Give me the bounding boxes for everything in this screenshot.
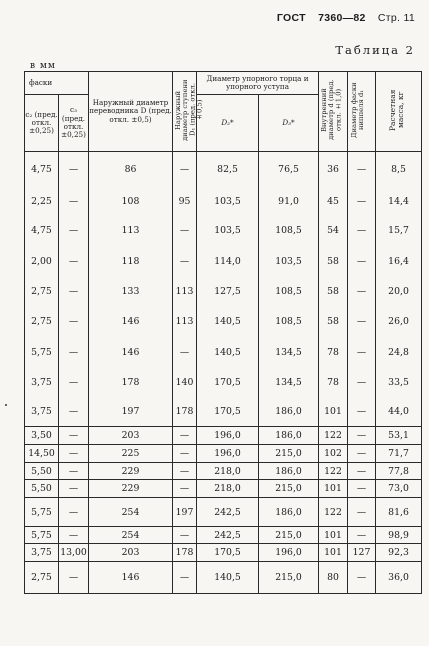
cell-d2: 196,0 (197, 427, 259, 445)
cell-d1: — (348, 277, 376, 307)
cell-d2: 82,5 (197, 152, 259, 187)
cell-d1: — (348, 427, 376, 445)
cell-c3: — (59, 187, 89, 216)
cell-d1: — (173, 527, 197, 544)
cell-d1: — (173, 463, 197, 480)
cell-d2: 242,5 (197, 527, 259, 544)
cell-c3: — (59, 152, 89, 187)
cell-d: 146 (89, 562, 173, 594)
cell-c3: — (59, 398, 89, 427)
cell-c2: 4,75 (25, 152, 59, 187)
cell-c3: — (59, 277, 89, 307)
cell-d2: 140,5 (197, 307, 259, 337)
cell-d1: 197 (173, 498, 197, 527)
table-row (25, 307, 422, 337)
cell-d: 101 (319, 398, 348, 427)
cell-d1: — (173, 562, 197, 594)
cell-d3: 196,0 (259, 544, 319, 562)
cell-d1: — (348, 307, 376, 337)
cell-d1: — (348, 480, 376, 498)
cell-m: 36,0 (376, 562, 422, 594)
margin-dot (5, 404, 7, 406)
cell-m: 24,8 (376, 337, 422, 368)
cell-d: 101 (319, 544, 348, 562)
table-row (25, 544, 422, 562)
cell-m: 33,5 (376, 368, 422, 398)
cell-d: 113 (89, 216, 173, 246)
cell-c2: 4,75 (25, 216, 59, 246)
standard-label: ГОСТ (276, 12, 306, 24)
cell-d2: 103,5 (197, 187, 259, 216)
cell-m: 71,7 (376, 445, 422, 463)
cell-d1: — (173, 445, 197, 463)
cell-c2: 5,75 (25, 337, 59, 368)
cell-d1: 113 (173, 277, 197, 307)
cell-d: 146 (89, 307, 173, 337)
col-header-nipple-chamfer-text: Диаметр фаски ниппеля d₁ (349, 82, 365, 139)
cell-c2: 5,75 (25, 498, 59, 527)
cell-m: 8,5 (376, 152, 422, 187)
cell-d2: 196,0 (197, 445, 259, 463)
table-row (25, 187, 422, 216)
cell-d: 122 (319, 427, 348, 445)
cell-d1: 95 (173, 187, 197, 216)
cell-d2: 140,5 (197, 562, 259, 594)
cell-d1: — (173, 480, 197, 498)
cell-d2: 170,5 (197, 368, 259, 398)
cell-d1: — (348, 398, 376, 427)
table-row (25, 216, 422, 246)
cell-d: 254 (89, 498, 173, 527)
cell-d1: — (173, 216, 197, 246)
cell-m: 15,7 (376, 216, 422, 246)
cell-c3: — (59, 527, 89, 544)
cell-c3: — (59, 498, 89, 527)
col-header-step-diameter (173, 72, 203, 152)
col-header-fask: фаски (25, 72, 89, 95)
table-title: Таблица 2 (335, 43, 415, 57)
cell-m: 92,3 (376, 544, 422, 562)
cell-d: 54 (319, 216, 348, 246)
cell-m: 14,4 (376, 187, 422, 216)
cell-d1: 140 (173, 368, 197, 398)
cell-c2: 3,50 (25, 427, 59, 445)
cell-c2: 3,75 (25, 544, 59, 562)
cell-d2: 140,5 (197, 337, 259, 368)
col-header-c2: c₂ (пред. откл. ±0,25) (25, 95, 59, 152)
cell-m: 53,1 (376, 427, 422, 445)
cell-c3: — (59, 480, 89, 498)
cell-m: 98,9 (376, 527, 422, 544)
cell-d: 229 (89, 480, 173, 498)
cell-c2: 3,75 (25, 398, 59, 427)
cell-c2: 14,50 (25, 445, 59, 463)
cell-d: 101 (319, 527, 348, 544)
col-header-outer-diameter: Наружный диаметр переводника D (пред. откл. ±0,5) (89, 72, 173, 152)
cell-d: 203 (89, 427, 173, 445)
cell-d: 203 (89, 544, 173, 562)
cell-c2: 5,50 (25, 480, 59, 498)
cell-d3: 108,5 (259, 307, 319, 337)
cell-d: 178 (89, 368, 173, 398)
cell-d1: — (173, 427, 197, 445)
cell-m: 16,4 (376, 246, 422, 277)
cell-m: 73,0 (376, 480, 422, 498)
col-header-mass-text: Расчетная масса, кг (387, 89, 405, 132)
table-row (25, 277, 422, 307)
table-row (25, 398, 422, 427)
cell-d: 118 (89, 246, 173, 277)
cell-d3: 186,0 (259, 498, 319, 527)
table-row (25, 337, 422, 368)
cell-d3: 215,0 (259, 445, 319, 463)
cell-d: 101 (319, 480, 348, 498)
cell-d2: 114,0 (197, 246, 259, 277)
cell-d2: 103,5 (197, 216, 259, 246)
cell-c3: — (59, 427, 89, 445)
cell-d1: — (348, 152, 376, 187)
table-row (25, 463, 422, 480)
cell-d1: 178 (173, 544, 197, 562)
cell-c3: — (59, 562, 89, 594)
cell-d: 80 (319, 562, 348, 594)
col-header-stop-face: Диаметр упорного торца и упорного уступа (197, 72, 319, 95)
cell-d3: 108,5 (259, 277, 319, 307)
cell-d1: — (348, 463, 376, 480)
cell-d2: 218,0 (197, 463, 259, 480)
cell-d3: 186,0 (259, 427, 319, 445)
cell-d: 229 (89, 463, 173, 480)
cell-d: 86 (89, 152, 173, 187)
page-number: Стр. 11 (377, 12, 415, 24)
col-header-inner-diameter (319, 72, 348, 152)
cell-c3: — (59, 337, 89, 368)
table-row (25, 427, 422, 445)
cell-d2: 242,5 (197, 498, 259, 527)
cell-d3: 134,5 (259, 368, 319, 398)
table-body (25, 152, 422, 594)
cell-m: 20,0 (376, 277, 422, 307)
cell-c2: 2,75 (25, 307, 59, 337)
cell-d: 58 (319, 246, 348, 277)
page-header (268, 12, 415, 24)
cell-c2: 2,00 (25, 246, 59, 277)
cell-d2: 170,5 (197, 544, 259, 562)
cell-d2: 170,5 (197, 398, 259, 427)
cell-c2: 2,75 (25, 277, 59, 307)
cell-d1: 127 (348, 544, 376, 562)
cell-c3: — (59, 445, 89, 463)
table-row (25, 562, 422, 594)
table-row (25, 445, 422, 463)
dimensions-table (24, 71, 422, 594)
cell-c2: 2,25 (25, 187, 59, 216)
col-header-inner-diameter-text: Внутренний диаметр d (пред. откл. ±1,0) (320, 79, 343, 141)
col-header-step-diameter-text: Наружный диаметр ступени D₁ (пред. откл. ±0,5) (173, 79, 203, 142)
cell-d3: 186,0 (259, 463, 319, 480)
cell-d: 58 (319, 307, 348, 337)
cell-c3: — (59, 216, 89, 246)
cell-d3: 103,5 (259, 246, 319, 277)
cell-m: 26,0 (376, 307, 422, 337)
cell-d: 102 (319, 445, 348, 463)
cell-d1: — (348, 337, 376, 368)
cell-d: 146 (89, 337, 173, 368)
table-row (25, 527, 422, 544)
cell-d3: 108,5 (259, 216, 319, 246)
cell-d3: 91,0 (259, 187, 319, 216)
col-header-mass (376, 72, 422, 152)
cell-d3: 215,0 (259, 480, 319, 498)
cell-c2: 5,75 (25, 527, 59, 544)
cell-c2: 3,75 (25, 368, 59, 398)
cell-d1: — (348, 527, 376, 544)
cell-d1: — (348, 368, 376, 398)
cell-d: 122 (319, 498, 348, 527)
cell-d: 36 (319, 152, 348, 187)
cell-d1: — (173, 337, 197, 368)
cell-d1: 113 (173, 307, 197, 337)
col-header-nipple-chamfer (348, 72, 376, 152)
cell-d: 45 (319, 187, 348, 216)
cell-d: 78 (319, 368, 348, 398)
cell-m: 44,0 (376, 398, 422, 427)
cell-d: 133 (89, 277, 173, 307)
unit-label: в мм (30, 61, 56, 71)
cell-d3: 215,0 (259, 527, 319, 544)
cell-d: 58 (319, 277, 348, 307)
cell-c3: — (59, 246, 89, 277)
cell-m: 81,6 (376, 498, 422, 527)
cell-d: 78 (319, 337, 348, 368)
cell-d1: 178 (173, 398, 197, 427)
table-row (25, 368, 422, 398)
cell-d1: — (348, 445, 376, 463)
cell-d1: — (348, 498, 376, 527)
cell-d1: — (348, 187, 376, 216)
table-row (25, 498, 422, 527)
cell-d: 122 (319, 463, 348, 480)
cell-d3: 215,0 (259, 562, 319, 594)
table-row (25, 246, 422, 277)
cell-d3: 134,5 (259, 337, 319, 368)
cell-d1: — (173, 246, 197, 277)
cell-d2: 218,0 (197, 480, 259, 498)
cell-d1: — (348, 246, 376, 277)
col-header-d3: D₃* (259, 95, 319, 152)
col-header-c3: c₃ (пред. откл. ±0,25) (59, 95, 89, 152)
cell-c3: — (59, 463, 89, 480)
cell-d: 108 (89, 187, 173, 216)
cell-c3: 13,00 (59, 544, 89, 562)
cell-d: 254 (89, 527, 173, 544)
table-row (25, 152, 422, 187)
cell-d1: — (173, 152, 197, 187)
standard-number: 7360—82 (318, 12, 366, 24)
cell-c3: — (59, 307, 89, 337)
cell-m: 77,8 (376, 463, 422, 480)
table-row (25, 480, 422, 498)
cell-d3: 186,0 (259, 398, 319, 427)
cell-c3: — (59, 368, 89, 398)
cell-c2: 5,50 (25, 463, 59, 480)
col-header-d2: D₂* (197, 95, 259, 152)
cell-c2: 2,75 (25, 562, 59, 594)
cell-d1: — (348, 562, 376, 594)
cell-d: 225 (89, 445, 173, 463)
cell-d1: — (348, 216, 376, 246)
cell-d: 197 (89, 398, 173, 427)
cell-d2: 127,5 (197, 277, 259, 307)
cell-d3: 76,5 (259, 152, 319, 187)
